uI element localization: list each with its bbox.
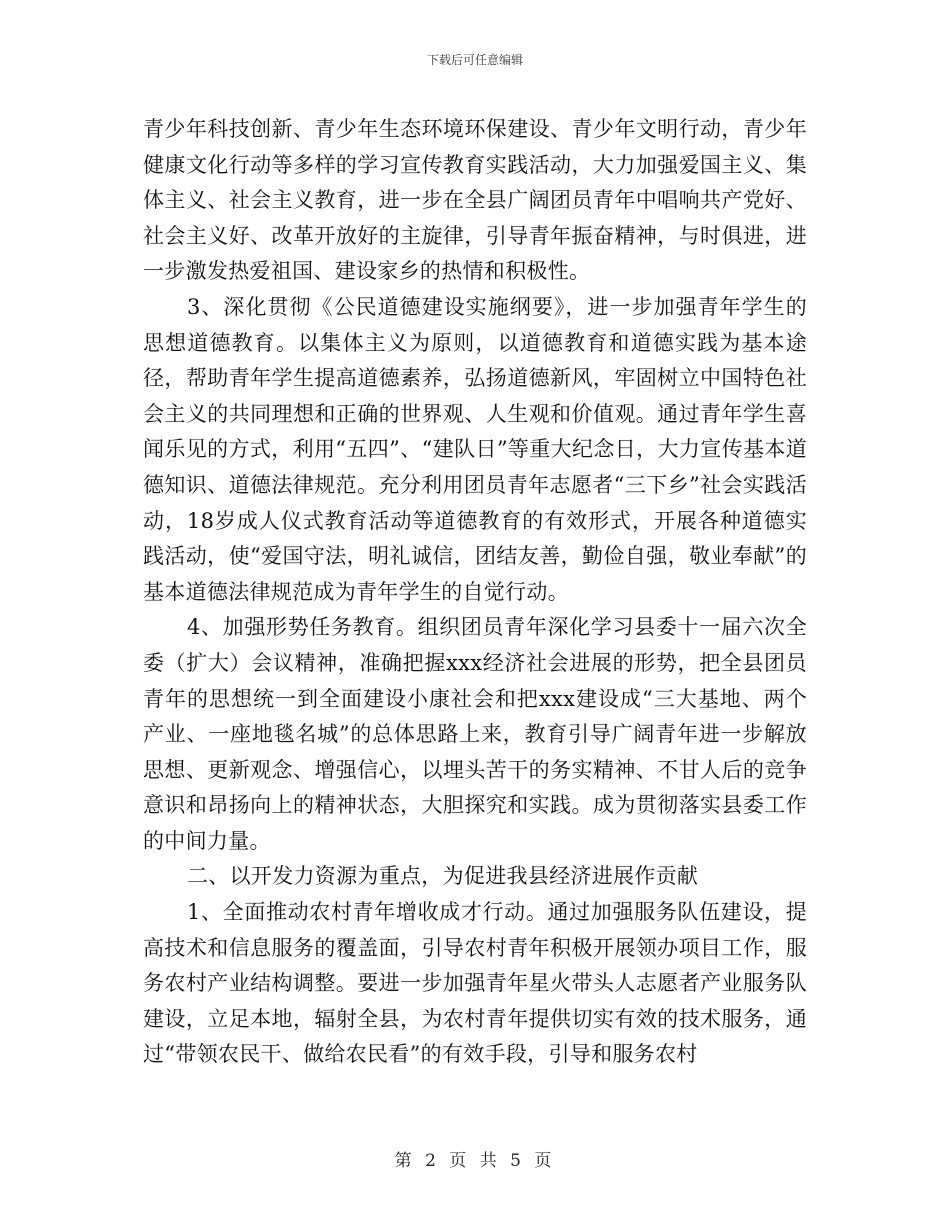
page-header-note: 下载后可任意编辑 xyxy=(426,53,523,67)
paragraph-item-3: 3、深化贯彻《公民道德建设实施纲要》，进一步加强青年学生的思想道德教育。以集体主义为原则，以道德教育和道德实践为基本途径，帮助青年学生提高道德素养，弘扬道德新风，牢固树立中国特色社会主义的共同理想和正确的世界观、人生观和价值观。通过青年学生喜闻乐见的方式，利用“五四”、“建队日”等重大纪念日，大力宣传基本道德知识、道德法律规范。充分利用团员青年志愿者“三下乡”社会实践活动，18岁成人仪式教育活动等道德教育的有效形式，开展各种道德实践活动，使“爱国守法，明礼诚信，团结友善，勤俭自强，敬业奉献”的基本道德法律规范成为青年学生的自觉行动。 xyxy=(143,294,807,604)
paragraph-item-4: 4、加强形势任务教育。组织团员青年深化学习县委十一届六次全委（扩大）会议精神，准确把握xxx经济社会进展的形势，把全县团员青年的思想统一到全面建设小康社会和把xxx建设成“三大基地、两个产业、一座地毯名城”的总体思路上来，教育引导广阔青年进一步解放思想、更新观念、增强信心，以埋头苦干的务实精神、不甘人后的竞争意识和昂扬向上的精神状态，大胆探究和实践。成为贯彻落实县委工作的中间力量。 xyxy=(143,615,807,853)
page-number-footer: 第 2 页 共 5 页 xyxy=(394,1151,556,1171)
paragraph-section-2-item-1: 1、全面推动农村青年增收成才行动。通过加强服务队伍建设，提高技术和信息服务的覆盖面，引导农村青年积极开展领办项目工作，服务农村产业结构调整。要进一步加强青年星火带头人志愿者产业服务队建设，立足本地，辐射全县，为农村青年提供切实有效的技术服务，通过“带领农民干、做给农民看”的有效手段，引导和服务农村 xyxy=(143,900,807,1067)
paragraph-continuation: 青少年科技创新、青少年生态环境环保建设、青少年文明行动，青少年健康文化行动等多样的学习宣传教育实践活动，大力加强爱国主义、集体主义、社会主义教育，进一步在全县广阔团员青年中唱响共产党好、社会主义好、改革开放好的主旋律，引导青年振奋精神，与时俱进，进一步激发热爱祖国、建设家乡的热情和积极性。 xyxy=(143,117,807,284)
document-body xyxy=(143,112,807,1073)
section-heading-2: 二、以开发力资源为重点，为促进我县经济进展作贡献 xyxy=(187,864,699,889)
